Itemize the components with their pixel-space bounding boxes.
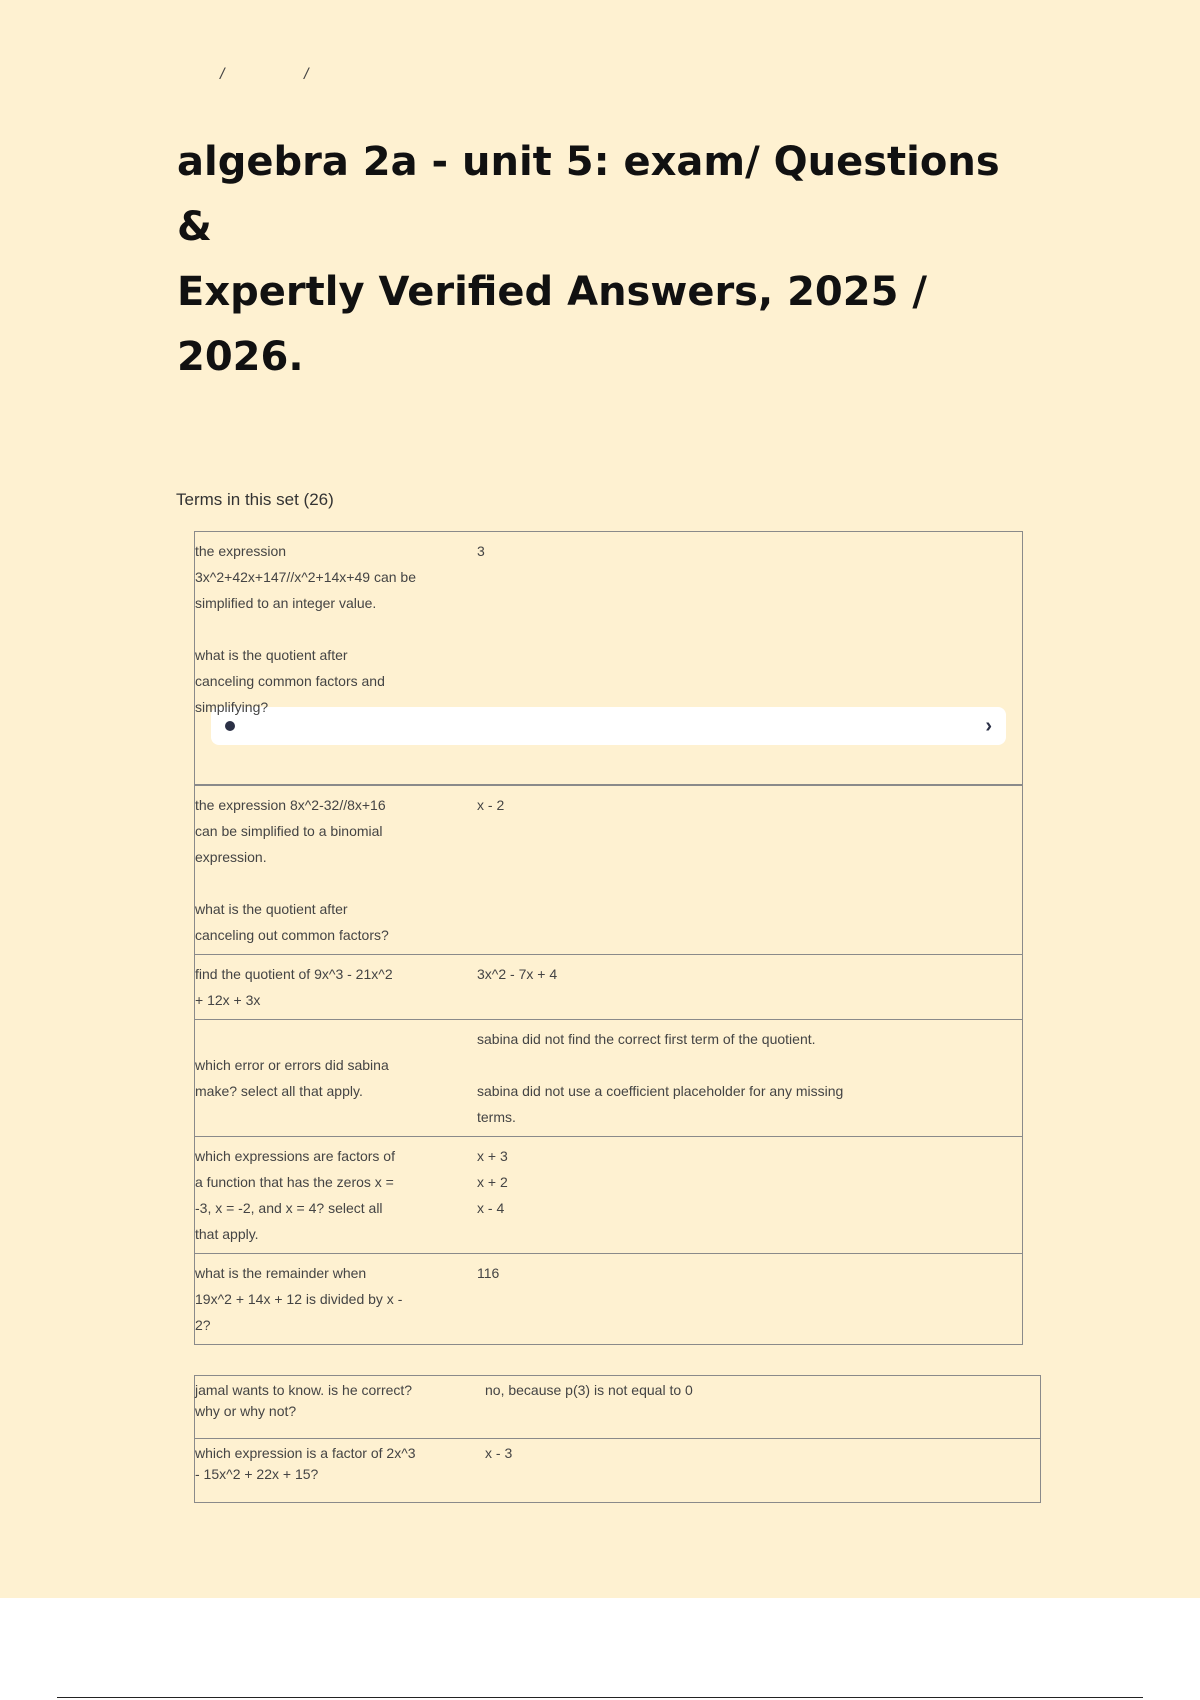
chevron-right-icon[interactable]: ›: [985, 714, 992, 737]
answer-cell: [445, 955, 1023, 1020]
terms-count-label: Terms in this set (26): [176, 490, 334, 509]
answer-text: 116: [477, 1265, 500, 1281]
question-text: find the quotient of 9x^3 - 21x^2 + 12x + 3x: [195, 966, 393, 1008]
table-row: [195, 1439, 1041, 1503]
page-title: [177, 130, 1037, 390]
answer-cell: [445, 1020, 1023, 1137]
flashcard-table: [194, 531, 1023, 1345]
question-text: which expression is a factor of 2x^3 - 15x^2 + 22x + 15?: [195, 1445, 416, 1482]
answer-cell: [485, 1439, 1041, 1503]
record-dot-icon[interactable]: [225, 721, 235, 731]
table-row: [195, 786, 1023, 955]
header-mark: /: [304, 66, 309, 83]
table-row: [195, 1137, 1023, 1254]
answer-cell: [445, 1137, 1023, 1254]
table-row: [195, 1376, 1041, 1439]
question-text: jamal wants to know. is he correct? why or why not?: [195, 1382, 413, 1419]
question-cell: [195, 1376, 486, 1439]
answer-text: x + 3 x + 2 x - 4: [477, 1148, 508, 1216]
header-mark: /: [220, 66, 225, 83]
question-cell: [195, 1439, 486, 1503]
table-row: [195, 1020, 1023, 1137]
answer-cell: [485, 1376, 1041, 1439]
question-cell: [195, 1137, 446, 1254]
question-text: which error or errors did sabina make? select all that apply.: [195, 1057, 389, 1099]
table-row: [195, 1254, 1023, 1345]
answer-cell: [445, 532, 1023, 785]
answer-text: x - 2: [477, 797, 505, 813]
question-cell: [195, 786, 446, 955]
question-text: which expressions are factors of a function that has the zeros x = -3, x = -2, and x = 4? select all that apply.: [195, 1148, 395, 1242]
question-cell: [195, 532, 446, 785]
title-line-2: Expertly Verified Answers, 2025 / 2026.: [177, 269, 927, 380]
question-cell: [195, 1254, 446, 1345]
flashcard-table-continued: [194, 1375, 1041, 1503]
audio-player-bar[interactable]: [211, 707, 1006, 745]
header-marks: [220, 66, 388, 84]
answer-text: sabina did not find the correct first term of the quotient. sabina did not use a coefficient placeholder for any missing terms.: [477, 1031, 844, 1125]
table-row: [195, 532, 1023, 785]
question-text: the expression 8x^2-32//8x+16 can be simplified to a binomial expression. what is the quotient after canceling out common factors?: [195, 797, 389, 943]
answer-text: x - 3: [485, 1445, 513, 1461]
answer-cell: [445, 1254, 1023, 1345]
question-text: the expression 3x^2+42x+147//x^2+14x+49 can be simplified to an integer value. what is the quotient after canceling common factors and simplifying?: [195, 543, 416, 715]
answer-text: 3: [477, 543, 485, 559]
question-text: what is the remainder when 19x^2 + 14x + 12 is divided by x - 2?: [195, 1265, 403, 1333]
question-cell: [195, 955, 446, 1020]
question-cell: [195, 1020, 446, 1137]
answer-cell: [445, 786, 1023, 955]
answer-text: no, because p(3) is not equal to 0: [485, 1382, 693, 1398]
answer-text: 3x^2 - 7x + 4: [477, 966, 558, 982]
footer-divider: [57, 1697, 1143, 1698]
table-row: [195, 955, 1023, 1020]
title-line-1: algebra 2a - unit 5: exam/ Questions &: [177, 139, 1000, 250]
